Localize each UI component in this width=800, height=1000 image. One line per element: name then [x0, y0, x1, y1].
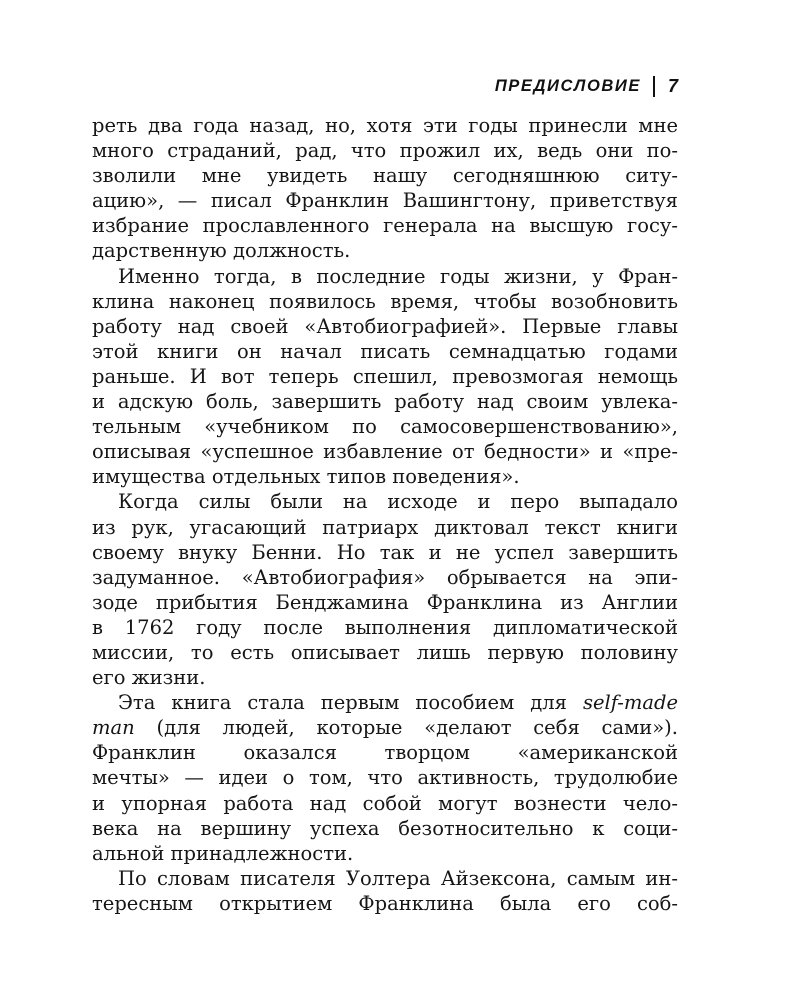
paragraph	[92, 489, 678, 690]
italic-text-run: self-made	[582, 691, 678, 715]
text-run: много страданий, рад, что прожил их, ведь они по-	[92, 139, 678, 163]
text-run: зоде прибытия Бенджамина Франклина из Англии	[92, 590, 678, 614]
text-line	[92, 640, 678, 665]
text-run: Когда силы были на исходе и перо выпадало	[118, 490, 678, 514]
text-line	[92, 289, 678, 314]
text-line	[92, 740, 678, 765]
text-run: в 1762 году после выполнения дипломатической	[92, 615, 678, 639]
text-line	[92, 841, 678, 866]
text-run: тересным открытием Франклина была его соб-	[92, 891, 678, 915]
text-run: и адскую боль, завершить работу над своим увлека-	[92, 390, 678, 414]
text-line	[92, 364, 678, 389]
text-line	[92, 665, 678, 690]
text-run: клина наконец появилось время, чтобы возобновить	[92, 289, 678, 313]
text-line	[92, 264, 678, 289]
text-line	[92, 414, 678, 439]
italic-text-run: man	[92, 716, 135, 740]
text-line	[92, 339, 678, 364]
text-run: реть два года назад, но, хотя эти годы принесли мне	[92, 114, 678, 137]
text-line	[92, 816, 678, 841]
text-run: Именно тогда, в последние годы жизни, у Фран-	[118, 264, 678, 288]
text-run: раньше. И вот теперь спешил, превозмогая немощь	[92, 364, 678, 388]
text-run: и упорная работа над собой могут вознести чело-	[92, 791, 678, 815]
paragraph	[92, 690, 678, 866]
page-number: 7	[667, 76, 678, 96]
text-run: Франклин оказался творцом «американской	[92, 741, 678, 765]
text-line	[92, 891, 678, 916]
text-run: (для людей, которые «делают себя сами»).	[134, 716, 678, 740]
text-line	[92, 540, 678, 565]
text-run: задуманное. «Автобиография» обрывается на эпи-	[92, 565, 678, 589]
text-line	[92, 163, 678, 188]
text-block	[92, 113, 678, 916]
text-run: избрание прославленного генерала на высшую госу-	[92, 214, 678, 238]
text-line	[92, 113, 678, 138]
text-line	[92, 464, 678, 489]
text-line	[92, 866, 678, 891]
text-run: По словам писателя Уолтера Айзексона, самым ин-	[118, 866, 678, 890]
text-line	[92, 515, 678, 540]
text-line	[92, 715, 678, 740]
text-line	[92, 238, 678, 263]
text-line	[92, 615, 678, 640]
text-line	[92, 188, 678, 213]
text-run: дарственную должность.	[92, 239, 351, 263]
text-line	[92, 791, 678, 816]
header-divider	[653, 76, 655, 97]
text-run: своему внуку Бенни. Но так и не успел завершить	[92, 540, 678, 564]
text-run: альной принадлежности.	[92, 841, 354, 865]
text-run: его жизни.	[92, 666, 206, 690]
text-run: зволили мне увидеть нашу сегодняшнюю ситу-	[92, 164, 678, 188]
text-run: миссии, то есть описывает лишь первую половину	[92, 640, 678, 664]
running-header	[92, 76, 678, 97]
text-run: из рук, угасающий патриарх диктовал текст книги	[92, 515, 678, 539]
text-run: Эта книга стала первым пособием для	[118, 691, 583, 715]
text-line	[92, 489, 678, 514]
text-line	[92, 213, 678, 238]
text-run: ацию», — писал Франклин Вашингтону, приветствуя	[92, 189, 678, 213]
text-line	[92, 389, 678, 414]
text-run: тельным «учебником по самосовершенствованию»,	[92, 415, 678, 439]
paragraph	[92, 866, 678, 916]
text-line	[92, 590, 678, 615]
text-line	[92, 690, 678, 715]
text-line	[92, 314, 678, 339]
text-line	[92, 439, 678, 464]
text-run: века на вершину успеха безотносительно к соци-	[92, 816, 678, 840]
text-run: имущества отдельных типов поведения».	[92, 465, 520, 489]
text-line	[92, 565, 678, 590]
section-title: ПРЕДИСЛОВИЕ	[494, 77, 641, 95]
text-run: мечты» — идеи о том, что активность, трудолюбие	[92, 766, 678, 790]
text-run: этой книги он начал писать семнадцатью годами	[92, 339, 678, 363]
text-run: описывая «успешное избавление от бедности» и «пре-	[92, 440, 678, 464]
text-line	[92, 138, 678, 163]
text-run: работу над своей «Автобиографией». Первые главы	[92, 314, 678, 338]
paragraph	[92, 113, 678, 264]
paragraph	[92, 264, 678, 490]
text-line	[92, 765, 678, 790]
